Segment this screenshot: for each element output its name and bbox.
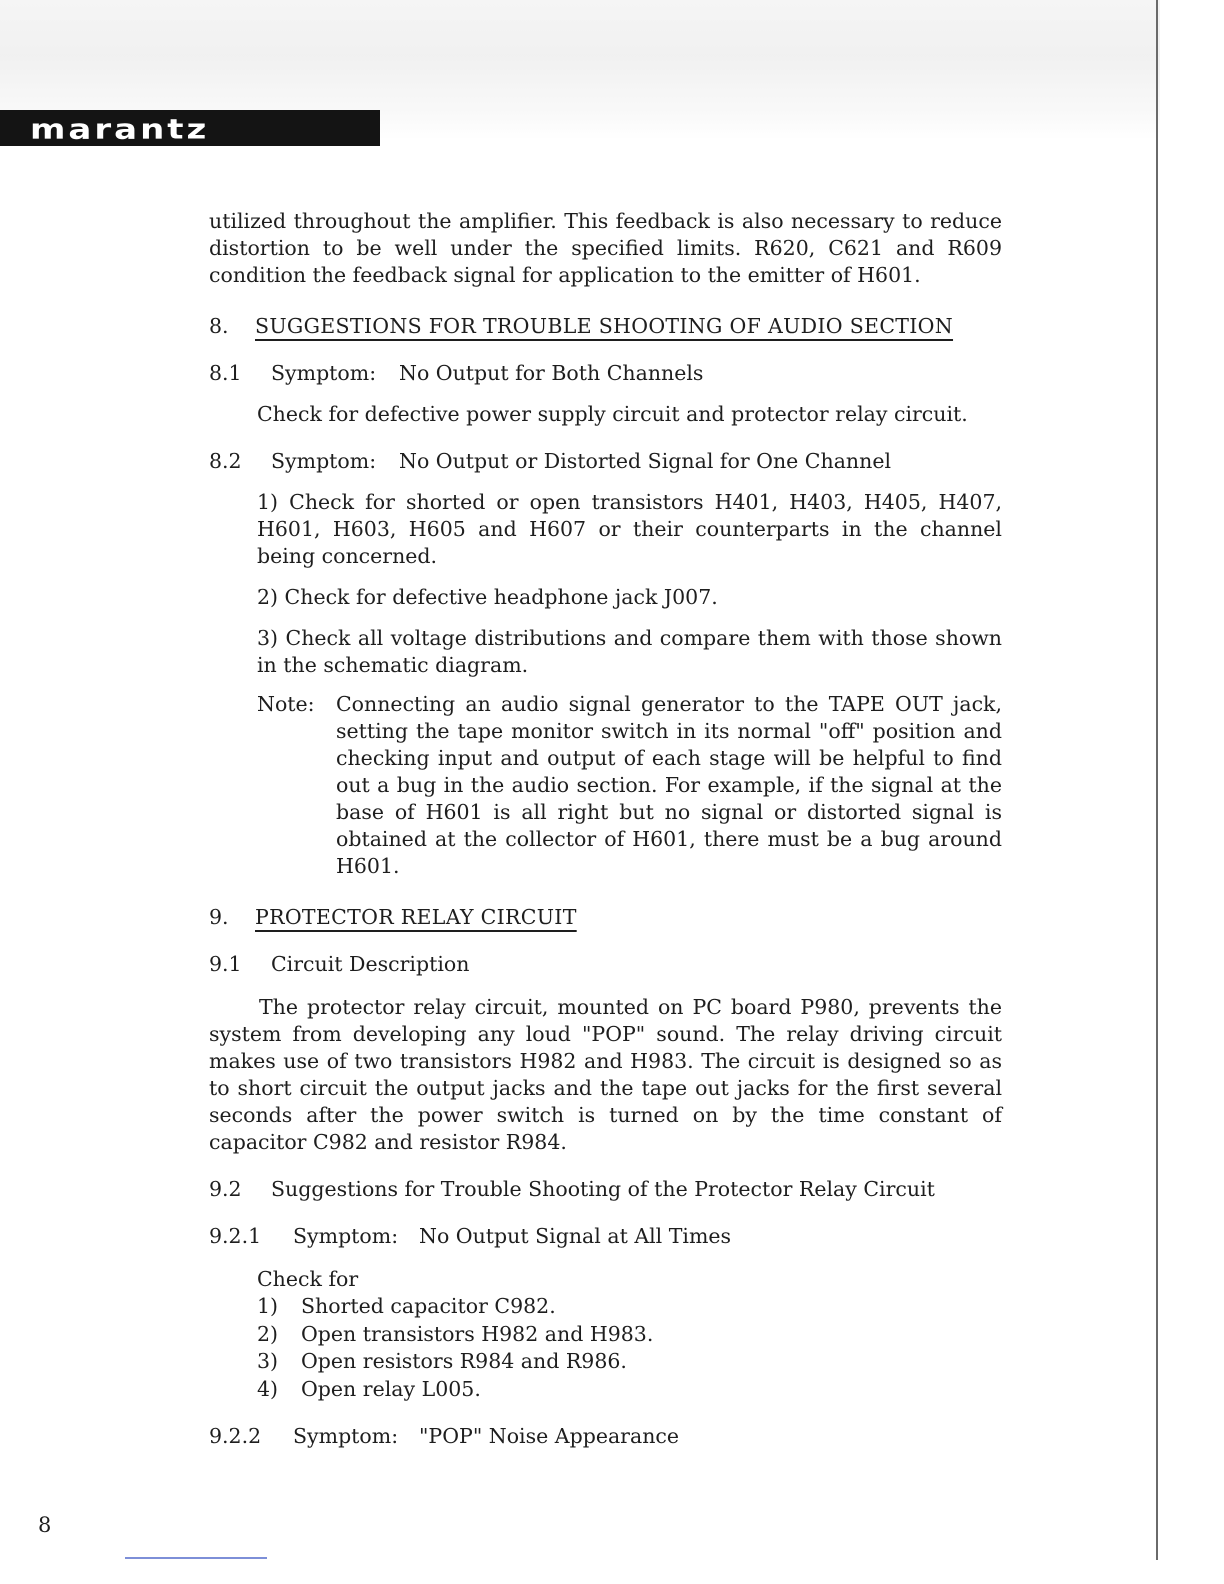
symptom-text: "POP" Noise Appearance (419, 1424, 680, 1448)
symptom-text: No Output Signal at All Times (419, 1224, 732, 1248)
subsection-number: 9.2.1 (209, 1224, 262, 1248)
subsection-number: 9.1 (209, 952, 242, 976)
symptom-label: Symptom: (293, 1424, 399, 1448)
section-title: PROTECTOR RELAY CIRCUIT (255, 905, 577, 929)
intro-paragraph: utilized throughout the amplifier. This feedback is also necessary to reduce distortion to be well under the specified limits. R620, C621 and R609 condition the feedback signal for application to the emitter of H601. (209, 209, 1002, 287)
circuit-description-paragraph: The protector relay circuit, mounted on PC board P980, prevents the system from developing any loud "POP" sound. The relay driving circuit makes use of two transistors H982 and H983. The circuit is designed so as to short circuit the output jacks and the tape out jacks for the first several seconds after the power switch is turned on by the time constant of capacitor C982 and resistor R984. (209, 995, 1002, 1154)
symptom-label: Symptom: (271, 361, 377, 385)
list-item: 1) Check for shorted or open transistors H401, H403, H405, H407, H601, H603, H605 and H607 or their counterparts in the channel being concerned. (257, 490, 1002, 568)
symptom-label: Symptom: (293, 1224, 399, 1248)
list-item: 2) Open transistors H982 and H983. (257, 1321, 654, 1346)
subsection-number: 8.2 (209, 449, 242, 473)
subsection-9-2-heading (209, 1176, 1002, 1203)
subsection-9-2-1-heading (209, 1223, 1002, 1250)
section-8-heading (209, 313, 1002, 340)
subsection-9-2-2-heading (209, 1423, 1002, 1450)
note-block (257, 691, 1002, 880)
list-item: 2) Check for defective headphone jack J007. (257, 585, 718, 609)
subsection-title: Circuit Description (271, 952, 470, 976)
page-content (209, 208, 1002, 1450)
symptom-text: No Output for Both Channels (399, 361, 704, 385)
symptom-text: No Output or Distorted Signal for One Channel (399, 449, 892, 473)
subsection-number: 9.2 (209, 1177, 242, 1201)
subsection-number: 8.1 (209, 361, 242, 385)
check-instruction: Check for defective power supply circuit and protector relay circuit. (257, 402, 968, 426)
check-for-label: Check for (257, 1267, 359, 1291)
section-title: SUGGESTIONS FOR TROUBLE SHOOTING OF AUDIO SECTION (255, 314, 954, 338)
subsection-9-1-heading (209, 951, 1002, 978)
list-item: 1) Shorted capacitor C982. (257, 1294, 556, 1318)
subsection-8-1-heading (209, 360, 1002, 387)
section-9-heading (209, 904, 1002, 931)
subsection-title: Suggestions for Trouble Shooting of the Protector Relay Circuit (271, 1177, 935, 1201)
subsection-number: 9.2.2 (209, 1424, 262, 1448)
subsection-8-2-heading (209, 448, 1002, 475)
footer-rule (125, 1557, 267, 1559)
section-number: 8. (209, 314, 229, 338)
symptom-label: Symptom: (271, 449, 377, 473)
list-item: 3) Check all voltage distributions and compare them with those shown in the schematic diagram. (257, 626, 1002, 677)
brand-logo: marantz (30, 113, 210, 146)
note-label: Note: (257, 692, 315, 716)
note-text: Connecting an audio signal generator to the TAPE OUT jack, setting the tape monitor switch in its normal "off" position and checking input and output of each stage will be helpful to find out a bug in the audio section. For example, if the signal at the base of H601 is all right but no signal or distorted signal is obtained at the collector of H601, there must be a bug around H601. (336, 692, 1002, 878)
list-item: 3) Open resistors R984 and R986. (257, 1349, 627, 1373)
right-margin-rule (1156, 0, 1158, 1560)
brand-logo-bar (0, 110, 380, 146)
section-number: 9. (209, 905, 229, 929)
page-number: 8 (38, 1513, 52, 1537)
check-list (257, 1293, 1002, 1403)
list-item: 4) Open relay L005. (257, 1376, 481, 1401)
